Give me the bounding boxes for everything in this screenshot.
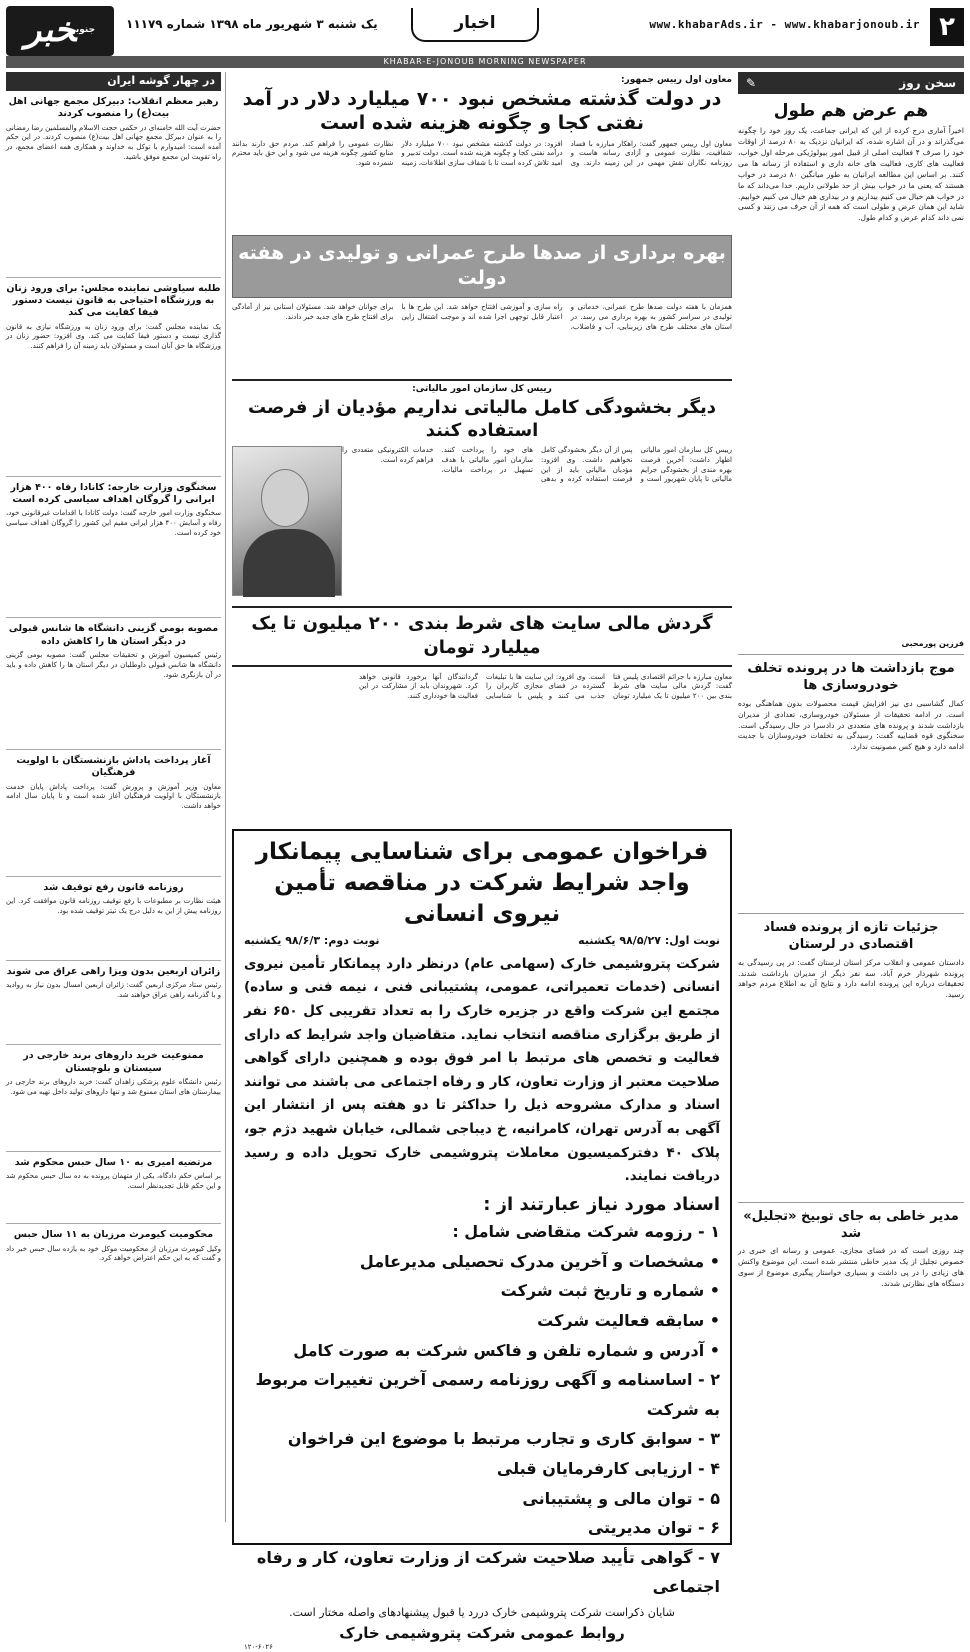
news-title: رهبر معظم انقلاب: دبیرکل مجمع جهانی اهل بیت(ع) را منصوب کردند (8, 95, 219, 120)
website-links[interactable]: www.khabarAds.ir - www.khabarjonoub.ir (649, 18, 920, 31)
right-news-body: چند روزی است که در فضای مجازی، عمومی و رسانه ای خبری در خصوص تجلیل از یک مدیر خاطی منتشر شده است. این موضوع واکنش های زیادی را در پی داشت و بسیاری خواستار پیگیری موضوع از سوی دستگاه های نظارتی شدند. (738, 1246, 964, 1289)
news-body: یک نماینده مجلس گفت: برای ورود زنان به ورزشگاه نیازی به قانون گذاری نیست و دستور فیفا کفایت می کند. وی افزود: حضور زنان در ورزشگاه ها حق آنان است و مسئولان باید زمینه آن را فراهم کنند. (6, 322, 221, 351)
photo-face (261, 469, 309, 527)
left-column-header: در چهار گوشه ایران (6, 72, 221, 91)
left-news-item (6, 283, 221, 477)
ad-dates (244, 934, 720, 949)
left-news-item (6, 482, 221, 619)
news-body: رئیس ستاد مرکزی اربعین گفت: زائران اربعین امسال بدون نیاز به روادید و با گذرنامه راهی عراق خواهند شد. (6, 981, 221, 1000)
left-news-item (6, 1157, 221, 1224)
lead-body: معاون اول رییس جمهور گفت: راهکار مبارزه با فساد شفافیت، نظارت عمومی و آزادی رسانه هاست و روزنامه نگاران نقش مهمی در این زمینه دارند. وی افزود: در دولت گذشته مشخص نبود ۷۰۰ میلیارد دلار درآمد نفتی کجا و چگونه هزینه شده است. دولت تدبیر و امید تلاش کرده است تا با شفاف سازی اطلاعات، زمینه نظارت عمومی را فراهم کند. مردم حق دارند بدانند منابع کشور چگونه هزینه می شود و این حق باید محترم شمرده شود. (232, 139, 732, 168)
betting-body: معاون مبارزه با جرائم اقتصادی پلیس فتا گفت: گردش مالی سایت های شرط بندی بین ۲۰۰ میلیون تا یک میلیارد تومان است. وی افزود: این سایت ها با تبلیغات گسترده در فضای مجازی کاربران را جذب می کنند و پلیس با شناسایی گردانندگان آنها برخورد قانونی خواهد کرد. شهروندان باید از مشارکت در این فعالیت ها خودداری کنند. (359, 672, 732, 701)
ad-list-title: اسناد مورد نیاز عبارتند از : (483, 1193, 720, 1215)
ad-list-item: ۲ - اساسنامه و آگهی روزنامه رسمی آخرین تغییرات مربوط به شرکت (255, 1370, 720, 1419)
editorial-title: هم عرض هم طول (773, 101, 929, 122)
ad-list-item: ۳ - سوابق کاری و تجارب مرتبط با موضوع این فراخوان (287, 1429, 720, 1449)
tax-headline: دیگر بخشودگی کامل مالیاتی نداریم مؤدیان از فرصت استفاده کنند (247, 397, 717, 441)
right-news-title: مدیر خاطی به جای توبیخ «تجلیل» شد (743, 1208, 959, 1241)
left-news-item (6, 1050, 221, 1152)
official-photo (232, 446, 342, 596)
news-body: معاون وزیر آموزش و پرورش گفت: پرداخت پاداش پایان خدمت بازنشستگان با اولویت فرهنگیان آغاز شده است و تا پایان سال ادامه خواهد داشت. (6, 782, 221, 811)
tax-body: رییس کل سازمان امور مالیاتی اظهار داشت: آخرین فرصت بهره مندی از بخشودگی جرایم مالیاتی تا پایان شهریور است و پس از آن دیگر بخشودگی کامل نخواهیم داشت. وی افزود: مؤدیان مالیاتی باید از این فرصت استفاده کرده و بدهی های خود را پرداخت کنند. سازمان امور مالیاتی با هدف تسهیل در پرداخت مالیات، خدمات الکترونیکی متعددی را فراهم کرده است. (342, 446, 732, 484)
right-news-2 (738, 920, 964, 1203)
ad-title-line2: واجد شرایط شرکت در مناقصه تأمین نیروی انسانی (274, 869, 690, 927)
development-banner: بهره برداری از صدها طرح عمرانی و تولیدی در هفته دولت (232, 235, 732, 298)
right-news-1 (738, 661, 964, 914)
ad-list-item: ۱ - رزومه شرکت متقاضی شامل : (452, 1222, 720, 1242)
ad-list-item: ۶ - توان مدیریتی (587, 1518, 720, 1538)
betting-headline: گردش مالی سایت های شرط بندی ۲۰۰ میلیون تا یک میلیارد تومان (232, 606, 732, 667)
ad-list-item: ۵ - توان مالی و پشتیبانی (522, 1488, 720, 1508)
ad-date-first: نوبت اول: ۹۸/۵/۲۷ یکشنبه (578, 933, 720, 947)
left-news-item (6, 96, 221, 278)
news-body: وکیل کیومرث مرزبان از محکومیت موکل خود به یازده سال حبس خبر داد و گفت که به این حکم اعتراض خواهد کرد. (6, 1244, 221, 1263)
news-title: مرتضیه امیری به ۱۰ سال حبس محکوم شد (14, 1157, 213, 1168)
right-news-3 (738, 1209, 964, 1451)
tax-kicker: رییس کل سازمان امور مالیاتی: (412, 383, 552, 394)
news-title: محکومیت کیومرث مرزبان به ۱۱ سال حبس (13, 1229, 214, 1241)
news-title: زائران اربعین بدون ویزا راهی عراق می شوند (6, 965, 221, 977)
subhead-bar: KHABAR-E-JONOUB MORNING NEWSPAPER (6, 56, 964, 68)
masthead (6, 6, 964, 62)
news-title: آغاز پرداخت پاداش بازنشستگان با اولویت فرهنگیان (16, 754, 211, 779)
news-title: سخنگوی وزارت خارجه: کانادا رفاه ۴۰۰ هزار ایرانی را گروگان اهداف سیاسی کرده است (10, 481, 217, 505)
newspaper-logo (6, 6, 114, 56)
news-body: سخنگوی وزارت امور خارجه گفت: دولت کانادا با اقدامات غیرقانونی خود، رفاه و آسایش ۴۰۰ هزار ایرانی مقیم این کشور را گروگان اهداف سیاسی خود کرده است. (6, 509, 221, 537)
left-news-item (6, 755, 221, 877)
tender-advertisement (232, 829, 732, 1651)
editorial-box (738, 100, 964, 655)
ad-title-line1: فراخوان عمومی برای شناسایی پیمانکار (255, 838, 709, 865)
news-title: طلبه سیاوشی نماینده مجلس: برای ورود زنان به ورزشگاه احتیاجی به قانون نیست دستور فیفا کفایت می کند (6, 282, 221, 319)
left-news-item (6, 966, 221, 1045)
section-title: اخبار (411, 8, 539, 42)
center-column (232, 72, 732, 1651)
editorial-author: فرزین پورمحبی (901, 639, 964, 649)
right-news-title: موج بازداشت ها در پرونده تخلف خودروسازی ها (747, 661, 955, 693)
ad-list-item: • سابقه فعالیت شرکت (537, 1310, 720, 1330)
news-title: مصوبه بومی گزینی دانشگاه ها شانس قبولی در دیگر استان ها را کاهش داده (8, 623, 219, 647)
ad-list-item: • مشخصات و آخرین مدرک تحصیلی مدیرعامل (359, 1251, 720, 1271)
lead-kicker: معاون اول رییس جمهور: (620, 75, 732, 85)
left-column (6, 72, 226, 1522)
news-body: بر اساس حکم دادگاه، یکی از متهمان پرونده به ده سال حبس محکوم شد و این حکم قابل تجدیدنظر است. (6, 1172, 221, 1191)
left-news-item (6, 1229, 221, 1307)
logo-sub: جنوب (75, 25, 96, 35)
news-body: هیئت نظارت بر مطبوعات با رفع توقیف روزنامه قانون موافقت کرد. این روزنامه پیش از این به دلیل درج یک تیتر توقیف شده بود. (6, 896, 221, 915)
news-body: رئیس کمیسیون آموزش و تحقیقات مجلس گفت: مصوبه بومی گزینی دانشگاه ها شانس قبولی داوطلبان در دیگر استان ها را کاهش داده و باید در آن بازنگری شود. (6, 650, 221, 679)
ad-list-item: ۷ - گواهی تأیید صلاحیت شرکت از وزارت تعاون، کار و رفاه اجتماعی (256, 1547, 720, 1597)
ad-code: ۱۲۰-۶۰۲۶ (244, 1643, 273, 1651)
news-body: حضرت آیت الله خامنه‌ای در حکمی حجت الاسلام والمسلمین رضا رمضانی را به عنوان دبیرکل مجمع جهانی اهل بیت(ع) منصوب کردند. در این حکم آمده است: امیدوارم با توکل به خداوند و همکاری همه اعضای مجمع، در راه تقویت این مجمع موفق باشید. (6, 123, 221, 161)
ad-note: شایان ذکراست شرکت پتروشیمی خارک دررد یا قبول پیشنهادهای واصله مختار است. (289, 1605, 675, 1619)
left-news-item (6, 882, 221, 961)
ad-list-item: • شماره و تاریخ ثبت شرکت (500, 1281, 720, 1301)
photo-body (243, 529, 335, 597)
ad-body: شرکت پتروشیمی خارک (سهامی عام) درنظر دارد پیمانکار تأمین نیروی انسانی (خدمات تعمیراتی، عمومی، پشتیبانی فنی ، نیمه فنی و ساده) مجتمع این شرکت واقع در جزیره خارک را به تعداد تقریبی کل ۶۵۰ نفر از طریق برگزاری مناقصه انتخاب نماید. متقاضیان واجد شرایط که دارای فعالیت و تخصص های مرتبط با امر فوق بوده و همچنین دارای گواهی صلاحیت معتبر از وزارت تعاون، کار و رفاه اجتماعی می باشند می توانند اسناد و مدارک مشروحه ذیل را حداکثر تا دو هفته پس از انتشار این آگهی به آدرس تهران، کامرانیه، خ دیباجی شمالی، خیابان شهید دژم جو، پلاک ۴۰ دفترکمیسیون معاملات پتروشیمی خارک تحویل داده و رسید دریافت نمایند. (244, 955, 720, 1185)
editorial-kicker (738, 72, 964, 94)
page-number: ۲ (930, 8, 964, 46)
news-body: رئیس دانشگاه علوم پزشکی زاهدان گفت: خرید داروهای برند خارجی در بیمارستان های استان ممنوع شد و تنها داروهای تولید داخل تهیه می شود. (6, 1078, 221, 1096)
ad-list-item: • آدرس و شماره تلفن و فاکس شرکت به صورت کامل (293, 1340, 720, 1360)
right-news-body: کمال گشاسبی دی نیز افزایش قیمت محصولات بدون هماهنگی بوده است. در ادامه تحقیقات از مسئولان خودروسازی، تعدادی از مدیران بازداشت شدند و پرونده های متعددی در دادسرا در حال رسیدگی است. سخنگوی قوه قضاییه گفت: رسیدگی به تخلفات خودروسازان با جدیت ادامه دارد و هیچ کس مصونیت ندارد. (738, 698, 964, 752)
left-news-item (6, 623, 221, 750)
pen-icon: ✎ (746, 76, 757, 90)
news-title: ممنوعیت خرید داروهای برند خارجی در سیستان و بلوچستان (23, 1050, 204, 1074)
right-news-title: جزئیات تازه از پرونده فساد اقتصادی در لرستان (763, 919, 939, 952)
editorial-body: اخیراً آماری درج کرده از این که ایرانی جماعت، یک روز خود را چگونه می‌گذراند و در آن اشاره شده، که ایرانیان نزدیک به ۸۰ درصد از اوقات خود را صرف ۴ فعالیت اصلی از قبیل امور بیولوژیکی مرحله اول خواب، فعالیت های کاری، فعالیت های خانه داری و استفاده از رسانه ها می کنند. بر اساس این مطالعه ایرانیان به طور میانگین ۸۰ درصد در خواب هستند که یعنی ما در خواب بیش از حد طولانی داریم. خدا می‌داند که ما در خواب هم خیال می کنیم بیداریم و در بیداری هم خیال می کنیم خوابیم. شاید این همان عرض و طولی است که همه از آن حرف می زنند و کسی نمی داند کدام عرض و کدام طول. (738, 126, 964, 223)
ad-date-second: نوبت دوم: ۹۸/۶/۳ یکشنبه (244, 933, 380, 947)
ad-document-list (244, 1217, 720, 1602)
tax-article (232, 379, 732, 600)
development-body: همزمان با هفته دولت صدها طرح عمرانی، خدماتی و تولیدی در سراسر کشور به بهره برداری می رسد. در استان های مختلف طرح های زیربنایی، آب و فاضلاب، راه سازی و آموزشی افتتاح خواهد شد. این طرح ها با اعتبار قابل توجهی اجرا شده اند و موجب اشتغال زایی برای جوانان خواهد شد. مسئولان استانی نیز از آمادگی برای افتتاح طرح های جدید خبر دادند. (232, 302, 732, 331)
logo-text: خبر (24, 10, 76, 50)
right-news-body: دادستان عمومی و انقلاب مرکز استان لرستان گفت: در پی رسیدگی به پرونده شهردار خرم آباد، سه نفر دیگر از مدیران بازداشت شدند. تحقیقات درباره این پرونده ادامه دارد و نتایج آن به اطلاع مردم خواهد رسید. (738, 957, 964, 1000)
tax-content (232, 442, 732, 600)
right-column (738, 72, 964, 1522)
ad-signature: روابط عمومی شرکت پتروشیمی خارک (339, 1623, 625, 1642)
news-title: روزنامه قانون رفع توقیف شد (43, 881, 184, 893)
ad-list-item: ۴ - ارزیابی کارفرمایان قبلی (496, 1458, 720, 1478)
issue-date: یک شنبه ۳ شهریور ماه ۱۳۹۸ شماره ۱۱۱۷۹ (126, 17, 378, 31)
lead-headline: در دولت گذشته مشخص نبود ۷۰۰ میلیارد دلار در آمد نفتی کجا و چگونه هزینه شده است (242, 88, 722, 134)
editorial-kicker-label: سخن روز (899, 76, 956, 90)
